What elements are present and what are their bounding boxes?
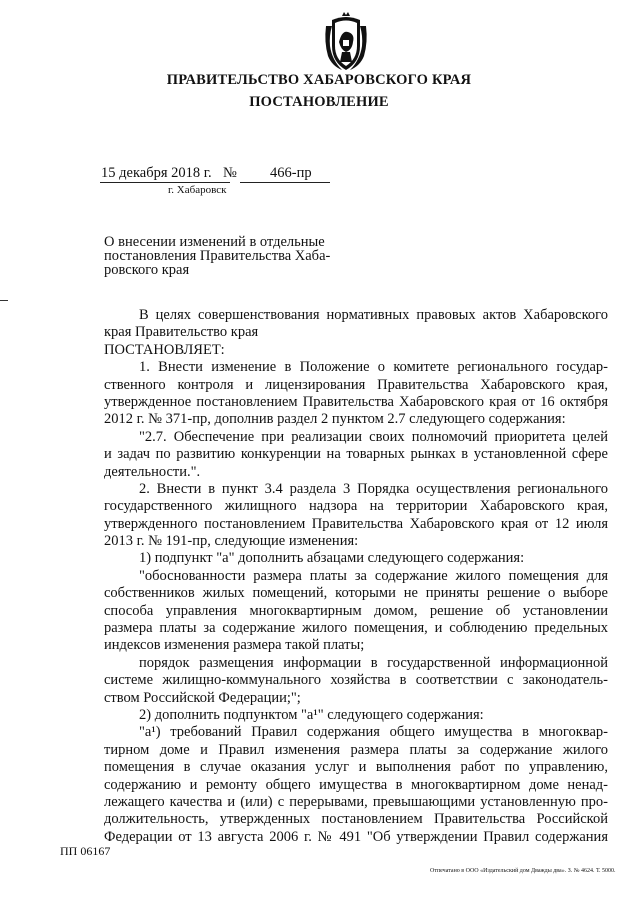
document-date: 15 декабря 2018 г. — [101, 165, 212, 181]
body-line: 2. Внести в пункт 3.4 раздела 3 Порядка осуществления регионального — [139, 480, 608, 497]
body-line: "обоснованности размера платы за содержание жилого помещения для — [139, 567, 608, 584]
body-line: деятельности.". — [104, 463, 201, 480]
margin-tick-mark — [0, 300, 8, 301]
body-line: В целях совершенствования нормативных правовых актов Хабаровского — [139, 307, 608, 323]
document-number: 466-пр — [270, 165, 312, 181]
document-type-title: ПОСТАНОВЛЕНИЕ — [249, 94, 389, 110]
body-line: помещения в случае оказания услуг и выполнения работ по управлению, — [104, 759, 608, 776]
body-line: государственного жилищного надзора на территории Хабаровского края, — [104, 498, 608, 515]
body-line: порядок размещения информации в государственной информационной — [139, 654, 608, 671]
body-line: "2.7. Обеспечение при реализации своих полномочий приоритета целей — [139, 428, 608, 445]
coat-of-arms-emblem — [322, 12, 370, 74]
body-line: размера платы за содержание жилого помещения, и соблюдению предельных — [104, 620, 608, 637]
document-code: ПП 06167 — [60, 844, 111, 858]
body-line: 2012 г. № 371-пр, дополнив раздел 2 пунктом 2.7 следующего содержания: — [104, 411, 566, 428]
body-line: и задач по развитию конкуренции на товарных рынках в установленной сфере — [104, 446, 608, 463]
body-line: 2013 г. № 191-пр, следующие изменения: — [104, 533, 359, 550]
body-line: собственников жилых помещений, которыми не приняты решение о выборе — [104, 585, 608, 602]
body-line: содержанию и ремонту общего имущества в многоквартирном доме ненад- — [104, 776, 608, 793]
body-line: должительность, утвержденных постановлением Правительства Российской — [104, 811, 608, 828]
number-label: № — [223, 165, 237, 181]
body-line: лежащего качества и (или) с перерывами, превышающими установленную про- — [104, 793, 608, 810]
government-title: ПРАВИТЕЛЬСТВО ХАБАРОВСКОГО КРАЯ — [166, 72, 472, 88]
subject-line: О внесении изменений в отдельные — [104, 234, 325, 250]
date-underline — [100, 182, 230, 183]
body-line: ственного контроля и лицензирования Правительства Хабаровского края, — [104, 376, 608, 393]
document-body — [104, 307, 608, 846]
body-line: края Правительство края — [104, 324, 259, 341]
body-line: способа управления многоквартирным домом, решение об установлении — [104, 602, 608, 619]
body-line: индексов изменения размера такой платы; — [104, 637, 365, 654]
document-subject — [104, 235, 344, 277]
body-line: тирном доме и Правил изменения размера платы за содержание жилого — [104, 741, 608, 758]
body-line: ством Российской Федерации;"; — [104, 689, 301, 706]
body-line: системе жилищно-коммунального хозяйства в соответствии с законодатель- — [104, 672, 608, 689]
body-line: "а¹) требований Правил содержания общего имущества в многоквар- — [139, 724, 608, 741]
body-line: утвержденного постановлением Правительства Хабаровского края от 12 июля — [104, 515, 608, 532]
document-city: г. Хабаровск — [168, 184, 227, 196]
subject-line: постановления Правительства Хаба- — [104, 248, 331, 264]
body-line: 2) дополнить подпунктом "а¹" следующего содержания: — [139, 706, 484, 723]
body-line: утвержденное постановлением Правительства Хабаровского края от 16 октября — [104, 393, 608, 410]
printer-imprint: Отпечатано в ООО «Издательский дом Дважды два». З. № 4624. Т. 5000. — [430, 868, 616, 874]
body-line: 1) подпункт "а" дополнить абзацами следующего содержания: — [139, 550, 525, 567]
subject-line: ровского края — [104, 262, 190, 278]
number-underline — [240, 182, 330, 183]
body-line: ПОСТАНОВЛЯЕТ: — [104, 341, 225, 358]
body-line: 1. Внести изменение в Положение о комитете регионального государ- — [139, 359, 608, 376]
body-line: Федерации от 13 августа 2006 г. № 491 "Об утверждении Правил содержания — [104, 828, 608, 845]
